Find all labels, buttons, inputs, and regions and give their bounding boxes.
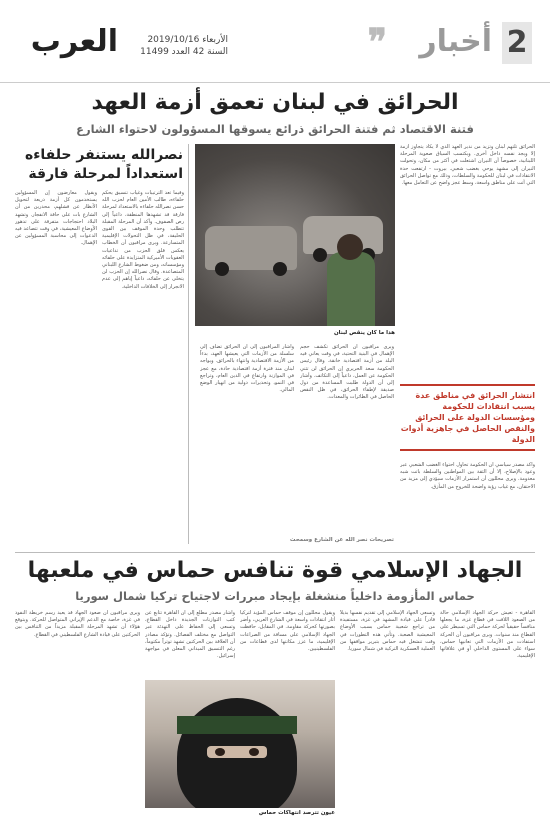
issue-line: السنة 42 العدد 11499 [140,47,228,57]
second-column-5: ويرى مراقبون أن صعود الجهاد قد يعيد رسم خريطة النفوذ في غزة، خاصة مع الدعم الإيراني المتواصل للحركة. ويتوقع هؤلاء أن تشهد المرحلة المقبلة مزيداً من التنافس بين الحركتين على قيادة الشارع الفلسطيني في القطاع. [15,610,140,638]
quote-icon: ❞ [367,21,387,63]
main-headline: الحرائق في لبنان تعمق أزمة العهد [91,90,459,115]
main-column-3: وأشار المراقبون إلى أن الحرائق تضاف إلى سلسلة من الأزمات التي يعيشها العهد، بدءاً من الأزمة الاقتصادية وانتهاء بالحرائق. ويواجه لبنان منذ فترة أزمة اقتصادية حادة، مع عجز في الموازنة وارتفاع في الدين العام، وتراجع في النمو، وتحذيرات دولية من انهيار الوضع المالي. [200,344,294,394]
militant-photo [145,680,335,808]
main-column-1b: وأكد مصدر سياسي أن الحكومة تحاول احتواء الغضب الشعبي عبر وعود بالإصلاح، إلا أن الثقة بين المواطنين والسلطة باتت شبه معدومة. ويرى محللون أن استمرار الأزمات سيؤدي إلى مزيد من الاحتقان، مع غياب رؤية واضحة للخروج من المأزق. [400,462,535,490]
side-column-1: وفيما تعد الترتيبات وغياب تنسيق يحكم حلفاءه، طالب الأمين العام لحزب الله حسن نصرالله حلفاءه بالاستعداد لمرحلة فارقة قد تشهدها المنطقة، داعياً إلى رص الصفوف. وأكد أن المرحلة المقبلة تتطلب وحدة الموقف بين القوى الحليفة، في ظل التحولات الإقليمية المتسارعة. ويرى مراقبون أن الخطاب يعكس قلق الحزب من تداعيات العقوبات الأميركية المتزايدة على حلفائه ومؤسساته، ومن ضغوط الشارع اللبناني المتصاعدة. وقال نصرالله إن الحزب لن يتخلى عن حلفائه، داعياً إياهم إلى عدم الانجرار إلى الخلافات الداخلية. [102,190,184,290]
fire-photo [195,144,395,326]
main-column-1: الحرائق تلتهم لبنان وتزيد من نذير العهد الذي لا يكاد يتجاوز أزمة إلا ويجد نفسه داخل أخرى. ويكتسب السياق صعوبة المرحلة اللبنانية، خصوصاً أن النيران اشتعلت في أكثر من مكان، وتحولت النيران إلى مشهد يوحي بغضب شعبي. بيروت - ارتفعت حدة الانتقادات في لبنان للحكومة والسلطات، وذلك مع تواصل الحرائق التي أتت على مناطق واسعة، وسط عجز واضح عن التعامل معها. [400,144,535,187]
column-divider [188,144,189,544]
second-subheadline: حماس المأزومة داخلياً منشغلة بإيجاد مبررات لاجتياح تركيا شمال سوريا [75,589,475,603]
militant-photo-caption: عيون تترصد انتهاكات حماس [258,810,335,816]
main-column-2: ويرى مراقبون أن الحرائق تكشف حجم الإهمال في البنية التحتية، في وقت يعاني فيه البلد من أزمة اقتصادية خانقة. وقال رئيس الحكومة سعد الحريري إن الحرائق لن تثني الحكومة عن العمل، داعياً إلى التكاتف. وأشار إلى أن الدولة طلبت المساعدة من دول صديقة لإطفاء الحرائق، في ظل النقص الحاصل في الطائرات والمعدات. [300,344,394,401]
section-title: أخبار [419,24,492,59]
main-pullquote: انتشار الحرائق في مناطق عدة يسبب انتقادات للحكومة ومؤسسات الدولة على الحرائق والنقص الحاصل في جاهزية أدوات الدولة [400,384,535,451]
photo2-caption-line: تصريحات نصر الله عن الشارع وسمحت [289,537,394,543]
date-line: الأربعاء 2019/10/16 [147,35,228,45]
second-column-1: القاهرة - تعيش حركة الجهاد الإسلامي حالة من الصعود اللافت في قطاع غزة، ما يجعلها منافساً حقيقياً لحركة حماس التي تسيطر على القطاع منذ سنوات. ويرى مراقبون أن الحركة استفادت من الأزمات التي تعانيها حماس، سواء على المستوى الداخلي أو في علاقاتها الإقليمية. [440,610,535,660]
second-headline: الجهاد الإسلامي قوة تنافس حماس في ملعبها [27,558,523,583]
section-rule [15,552,535,553]
newspaper-logo: العرب [30,24,118,59]
side-column-2: ويقول معارضون إن المسؤولين يستخدمون كل أزمة ذريعة لتحويل الأنظار عن فشلهم، محذرين من أن الشارع بات على حافة الانفجار. وتشهد البلاد احتجاجات متفرقة على تدهور الأوضاع المعيشية، في وقت تتصاعد فيه الدعوات إلى محاسبة المسؤولين عن الإهمال. [15,190,97,247]
second-column-3: ويقول محللون إن موقف حماس المؤيد لتركيا أثار انتقادات واسعة في الشارع العربي، وأضر بصورتها كحركة مقاومة. في المقابل، حافظت الجهاد الإسلامي على مسافة من الصراعات الإقليمية، ما عزز مكانتها لدى قطاعات من الفلسطينيين. [240,610,335,653]
side-headline: نصرالله يستنفر حلفاءه استعداداً لمرحلة فارقة [24,147,183,182]
page-header [0,0,550,83]
fire-photo-caption: هذا ما كان ينقص لبنان [333,330,395,336]
second-column-4: وأشار مصدر مطلع إلى أن القاهرة تتابع عن كثب التوازنات الجديدة داخل القطاع، وتسعى إلى الحفاظ على التهدئة عبر التواصل مع مختلف الفصائل. وتؤكد مصادر أن العلاقة بين الحركتين تشهد توتراً مكتوماً، رغم التنسيق الميداني المعلن في مواجهة إسرائيل. [145,610,235,660]
main-subheadline: فتنة الاقتصاد ثم فتنة الحرائق ذرائع يسوقها المسؤولون لاحتواء الشارع [76,122,474,136]
page-number: 2 [502,22,532,64]
date-block [118,34,228,58]
second-column-2: وتسعى الجهاد الإسلامي إلى تقديم نفسها بديلاً قادراً على قيادة المشهد في غزة، مستفيدة من تراجع شعبية حماس بسبب الأوضاع المعيشية الصعبة. وتأتي هذه التطورات في وقت تنشغل فيه حماس بتبرير مواقفها من العملية العسكرية التركية في شمال سوريا. [340,610,435,653]
